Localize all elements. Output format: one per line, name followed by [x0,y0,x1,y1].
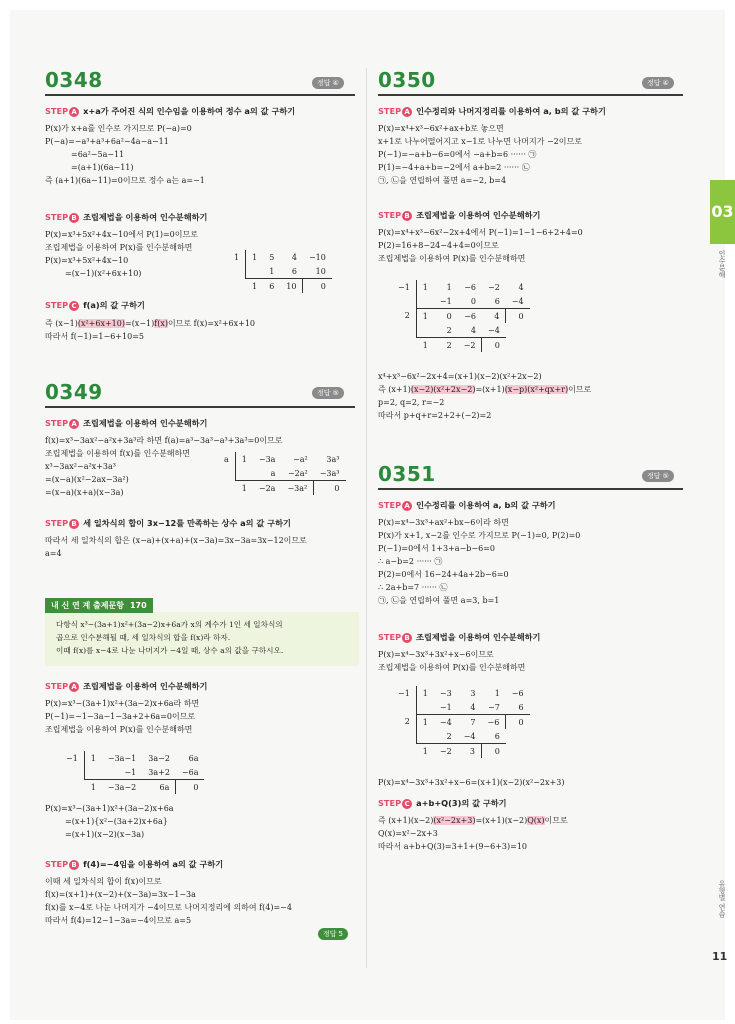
answer-value: ④ [332,79,339,87]
text-line: 따라서 f(−1)=1−6+10=5 [45,332,144,341]
exam-text-line: 이때 f(x)를 x−4로 나눈 나머지가 −4일 때, 상수 a의 값을 구하시오. [56,646,284,655]
text-line: 조립제법을 이용하여 P(x)를 인수분해하면 [378,254,526,263]
answer-value: ⑤ [662,472,669,480]
text-line: P(−1)=0에서 1+3+a−b−6=0 [378,544,495,553]
text-line: =(x−1)(x²+6x+10) [65,269,142,278]
step-label: STEP A [45,106,79,116]
text-line: =(x+1)(x−2)(x−3a) [65,830,145,839]
answer-badge-exam [318,928,348,940]
section-rule [378,94,683,96]
text-line: =(a+1)(6a−11) [71,163,134,172]
synthetic-division-exam: −1 1 −3a−1 3a−2 6a −1 3a+2 −6a 1 −3a−2 6a 0 [60,751,204,794]
text-line: P(x)가 x+a를 인수로 가지므로 P(−a)=0 [45,124,192,133]
step-label: STEP A [378,500,412,510]
text-line: x⁴+x³−6x²−2x+4=(x+1)(x−2)(x²+2x−2) [378,372,542,381]
page-number: 11 [712,950,728,963]
text-line: ∴ 2a+b=7 ······ ㉡ [378,583,448,592]
text-line: 따라서 a+b+Q(3)=3+1+(9−6+3)=10 [378,842,528,851]
step-title: 조립제법을 이용하여 인수분해하기 [416,210,541,220]
answer-label: 정답 [323,930,337,938]
step-a-0349 [45,418,207,429]
step-title: f(a)의 값 구하기 [83,300,145,310]
answer-label: 정답 [647,472,661,480]
answer-badge-0349 [312,387,344,399]
text-line: ㉠, ㉡을 연립하여 풀면 a=−2, b=4 [378,176,507,185]
step-b-exam [45,859,223,870]
text-line: P(x)=x⁴−3x³+3x²+x−6=(x+1)(x−2)(x²−2x+3) [378,778,565,787]
step-a-exam [45,681,207,692]
step-b-0349 [45,518,291,529]
text-line: 즉 (x−1)(x²+6x+10)=(x−1)f(x)이므로 f(x)=x²+6x+10 [45,319,256,328]
text-line: 조립제법을 이용하여 f(x)를 인수분해하면 [45,449,190,458]
text-line: P(x)=x³−(3a+1)x²+(3a−2)x+6a [45,804,174,813]
text-line: P(−1)=−1−3a−1−3a+2+6a=0이므로 [45,712,196,721]
text-line: a=4 [45,549,62,558]
text-line: 즉 (x+1)(x−2)(x²+2x−2)=(x+1)(x−p)(x²+qx+r)이므로 [378,385,592,394]
step-c-0348 [45,300,145,311]
step-a-0350 [378,106,606,117]
step-label: STEP B [45,212,79,222]
step-label: STEP C [378,798,412,808]
step-b-0351 [378,632,540,643]
exam-tag-label: 내 신 연 계 출제문항 [51,601,124,610]
text-line: 조립제법을 이용하여 P(x)를 인수분해하면 [45,725,193,734]
exam-text-line: 곱으로 인수분해될 때, 세 일차식의 합을 f(x)라 하자. [56,633,231,642]
text-line: =(x−a)(x+a)(x−3a) [45,488,124,497]
text-line: 따라서 세 일차식의 합은 (x−a)+(x+a)+(x−3a)=3x−3a=3x−12이므로 [45,536,307,545]
answer-badge-0348 [312,77,344,89]
text-line: P(2)=0에서 16−24+4a+2b−6=0 [378,570,509,579]
answer-label: 정답 [647,79,661,87]
answer-value: ④ [662,79,669,87]
section-rule [45,94,355,96]
text-line: ㉠, ㉡을 연립하여 풀면 a=3, b=1 [378,596,500,605]
text-line: 즉 (x+1)(x−2)(x²−2x+3)=(x+1)(x−2)Q(x)이므로 [378,816,568,825]
text-line: P(x)=x⁴+x³−6x²+ax+b로 놓으면 [378,124,504,133]
step-label: STEP A [45,418,79,428]
chapter-tab: 03 [710,180,735,244]
text-line: P(1)=−4+a+b=−2에서 a+b=2 ······ ㉡ [378,163,530,172]
text-line: P(x)=x⁴−3x³+ax²+bx−6이라 하면 [378,518,509,527]
text-line: P(x)=x⁴−3x³+3x²+x−6이므로 [378,650,494,659]
answer-label: 정답 [317,79,331,87]
text-line: P(x)=x³−(3a+1)x²+(3a−2)x+6a라 하면 [45,699,200,708]
answer-value: 5 [338,930,343,938]
text-line: =(x−a)(x²−2ax−3a²) [45,475,129,484]
section-rule [45,406,355,408]
section-rule [378,488,683,490]
step-label: STEP C [45,300,79,310]
synthetic-division-0351: −1 1 −3 3 1 −6 −1 4 −7 6 2 1 −4 7 −6 0 2 −4 6 1 −2 3 0 [392,686,530,758]
step-title: a+b+Q(3)의 값 구하기 [416,798,507,808]
text-line: f(x)=(x+1)+(x−2)+(x−3a)=3x−1−3a [45,890,196,899]
text-line: f(x)를 x−4로 나눈 나머지가 −4이므로 나머지정리에 의하여 f(4)=−4 [45,903,292,912]
text-line: 이때 세 일차식의 합이 f(x)이므로 [45,877,162,886]
section-side-label: 유형별 연습 [718,880,726,918]
step-title: f(4)=−4임을 이용하여 a의 값 구하기 [83,859,224,869]
problem-number-0349: 0349 [45,380,103,404]
problem-number-0350: 0350 [378,68,436,92]
step-label: STEP B [378,210,412,220]
text-line: P(x)=x⁴+x³−6x²−2x+4에서 P(−1)=1−1−6+2+4=0 [378,228,583,237]
exam-tag-number: 170 [129,601,147,610]
step-title: 인수정리를 이용하여 a, b의 값 구하기 [416,500,556,510]
text-line: 조립제법을 이용하여 P(x)를 인수분해하면 [378,663,526,672]
step-b-0350 [378,210,540,221]
step-title: x+a가 주어진 식의 인수임을 이용하여 정수 a의 값 구하기 [83,106,296,116]
step-c-0351 [378,798,507,809]
step-title: 조립제법을 이용하여 인수분해하기 [83,418,208,428]
step-title: 조립제법을 이용하여 인수분해하기 [416,632,541,642]
step-label: STEP A [45,681,79,691]
step-label: STEP A [378,106,412,116]
text-line: P(−1)=−a+b−6=0에서 −a+b=6 ······ ㉠ [378,150,537,159]
step-b-0348 [45,212,207,223]
text-line: 따라서 p+q+r=2+2+(−2)=2 [378,411,492,420]
synthetic-division-0348: 1 1 5 4 −10 1 6 10 1 6 10 0 [228,250,332,293]
step-label: STEP B [378,632,412,642]
text-line: P(2)=16+8−24−4+4=0이므로 [378,241,499,250]
text-line: f(x)=x³−3ax²−a²x+3a³라 하면 f(a)=a³−3a³−a³+3a³=0이므로 [45,436,283,445]
step-label: STEP B [45,518,79,528]
column-divider [366,68,367,968]
synthetic-division-0350: −1 1 1 −6 −2 4 −1 0 6 −4 2 1 0 −6 4 0 2 4 −4 1 2 −2 0 [392,280,530,352]
text-line: P(x)=x³+5x²+4x−10 [45,256,129,265]
answer-label: 정답 [317,389,331,397]
text-line: x+1로 나누어떨어지고 x−1로 나누면 나머지가 −2이므로 [378,137,582,146]
synthetic-division-0349: a 1 −3a −a² 3a³ a −2a² −3a³ 1 −2a −3a² 0 [218,452,346,495]
answer-value: ⑤ [332,389,339,397]
step-title: 세 일차식의 합이 3x−12를 만족하는 상수 a의 값 구하기 [83,518,291,528]
text-line: =(x+1){x²−(3a+2)x+6a} [65,817,168,826]
text-line: x³−3ax²−a²x+3a³ [45,462,116,471]
step-label: STEP B [45,859,79,869]
text-line: P(x)=x³+5x²+4x−10에서 P(1)=0이므로 [45,230,198,239]
exam-tag [45,598,153,613]
problem-number-0351: 0351 [378,462,436,486]
text-line: P(x)가 x+1, x−2를 인수로 가지므로 P(−1)=0, P(2)=0 [378,531,581,540]
text-line: 따라서 f(4)=12−1−3a=−4이므로 a=5 [45,916,192,925]
text-line: Q(x)=x²−2x+3 [378,829,438,838]
text-line: ∴ a−b=2 ······ ㉠ [378,557,443,566]
step-a-0351 [378,500,556,511]
text-line: P(−a)=−a³+a³+6a²−4a−a−11 [45,137,169,146]
step-a-0348 [45,106,295,117]
step-title: 인수정리와 나머지정리를 이용하여 a, b의 값 구하기 [416,106,606,116]
step-title: 조립제법을 이용하여 인수분해하기 [83,212,208,222]
chapter-side-label: 인수분해 [718,250,726,278]
text-line: p=2, q=2, r=−2 [378,398,445,407]
text-line: 조립제법을 이용하여 P(x)를 인수분해하면 [45,243,193,252]
step-title: 조립제법을 이용하여 인수분해하기 [83,681,208,691]
problem-number-0348: 0348 [45,68,103,92]
text-line: =6a²−5a−11 [71,150,125,159]
exam-text-line: 다항식 x³−(3a+1)x²+(3a−2)x+6a가 x의 계수가 1인 세 일차식의 [56,620,283,629]
answer-badge-0350 [642,77,674,89]
text-line: 즉 (a+1)(6a−11)=0이므로 정수 a는 a=−1 [45,176,205,185]
answer-badge-0351 [642,470,674,482]
